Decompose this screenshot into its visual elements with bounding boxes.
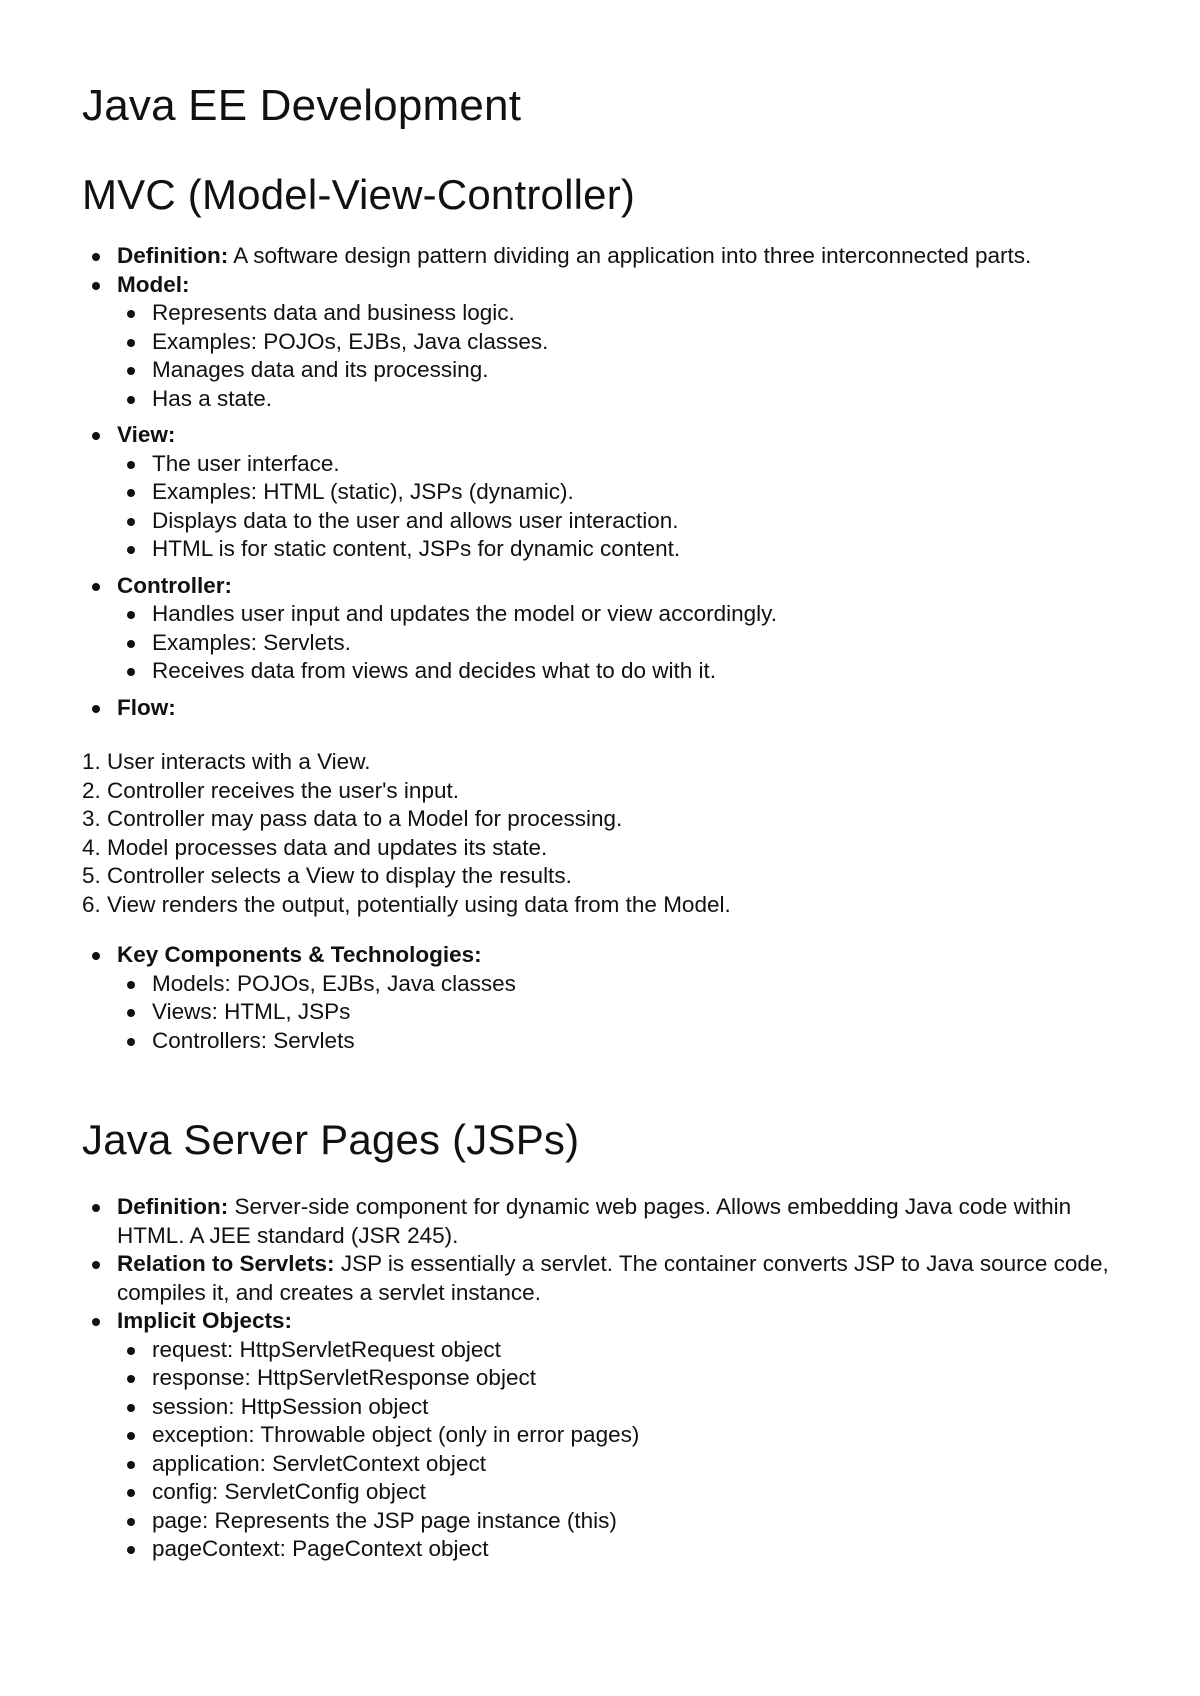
list-item xyxy=(117,1193,1122,1250)
list-item-implicit xyxy=(117,1307,1122,1564)
controller-label: Controller: xyxy=(117,572,232,598)
mvc-list xyxy=(82,242,1122,722)
list-item: page: Represents the JSP page instance (this) xyxy=(152,1507,1122,1536)
list-item-flow xyxy=(117,694,1122,723)
list-item: Examples: HTML (static), JSPs (dynamic). xyxy=(152,478,1122,507)
flow-step: 2. Controller receives the user's input. xyxy=(82,777,459,803)
list-item-view xyxy=(117,421,1122,564)
list-item: Examples: Servlets. xyxy=(152,629,1122,658)
key-label: Key Components & Technologies: xyxy=(117,942,482,967)
flow-step: 3. Controller may pass data to a Model for processing. xyxy=(82,806,623,831)
section-heading-jsp: Java Server Pages (JSPs) xyxy=(82,1116,580,1163)
page-title: Java EE Development xyxy=(82,81,522,130)
controller-sublist xyxy=(117,600,1122,686)
list-item-controller xyxy=(117,572,1122,686)
document-page xyxy=(82,78,1122,1564)
definition-label: Definition: xyxy=(117,243,229,268)
list-item: exception: Throwable object (only in error pages) xyxy=(152,1421,1122,1450)
flow-step: 4. Model processes data and updates its state. xyxy=(82,834,548,860)
list-item: HTML is for static content, JSPs for dynamic content. xyxy=(152,535,1122,564)
jsp-definition-text: Server-side component for dynamic web pages. Allows embedding Java code within HTML. A JEE standard (JSR 245). xyxy=(117,1194,1072,1248)
flow-step: 1. User interacts with a View. xyxy=(82,749,371,774)
key-components-list xyxy=(82,941,1122,1055)
list-item: Handles user input and updates the model or view accordingly. xyxy=(152,600,1122,629)
list-item: Controllers: Servlets xyxy=(152,1027,1122,1056)
list-item xyxy=(117,1250,1122,1307)
list-item: pageContext: PageContext object xyxy=(152,1535,1122,1564)
view-sublist xyxy=(117,450,1122,564)
list-item: session: HttpSession object xyxy=(152,1393,1122,1422)
list-item: Has a state. xyxy=(152,385,1122,414)
key-sublist xyxy=(117,970,1122,1056)
model-sublist xyxy=(117,299,1122,413)
implicit-label: Implicit Objects: xyxy=(117,1308,293,1333)
list-item: Manages data and its processing. xyxy=(152,356,1122,385)
flow-step: 6. View renders the output, potentially using data from the Model. xyxy=(82,891,731,917)
list-item: Views: HTML, JSPs xyxy=(152,998,1122,1027)
implicit-sublist xyxy=(117,1336,1122,1564)
jsp-list xyxy=(82,1193,1122,1564)
list-item: Examples: POJOs, EJBs, Java classes. xyxy=(152,328,1122,357)
list-item-key xyxy=(117,941,1122,1055)
list-item-model xyxy=(117,271,1122,414)
jsp-definition-label: Definition: xyxy=(117,1194,229,1219)
view-label: View: xyxy=(117,422,176,447)
list-item xyxy=(117,242,1122,271)
relation-text: JSP is essentially a servlet. The container converts JSP to Java source code, compiles it, and creates a servlet instance. xyxy=(117,1251,1109,1305)
flow-steps xyxy=(82,748,1122,919)
list-item: config: ServletConfig object xyxy=(152,1478,1122,1507)
list-item: Represents data and business logic. xyxy=(152,299,1122,328)
list-item: application: ServletContext object xyxy=(152,1450,1122,1479)
model-label: Model: xyxy=(117,271,190,297)
section-heading-mvc: MVC (Model-View-Controller) xyxy=(82,171,636,218)
list-item: Models: POJOs, EJBs, Java classes xyxy=(152,970,1122,999)
definition-text: A software design pattern dividing an application into three interconnected parts. xyxy=(228,243,1032,268)
relation-label: Relation to Servlets: xyxy=(117,1251,335,1276)
list-item: request: HttpServletRequest object xyxy=(152,1336,1122,1365)
flow-label: Flow: xyxy=(117,694,176,720)
list-item: Displays data to the user and allows user interaction. xyxy=(152,507,1122,536)
list-item: response: HttpServletResponse object xyxy=(152,1364,1122,1393)
list-item: Receives data from views and decides what to do with it. xyxy=(152,657,1122,686)
list-item: The user interface. xyxy=(152,450,1122,479)
flow-step: 5. Controller selects a View to display the results. xyxy=(82,863,572,888)
